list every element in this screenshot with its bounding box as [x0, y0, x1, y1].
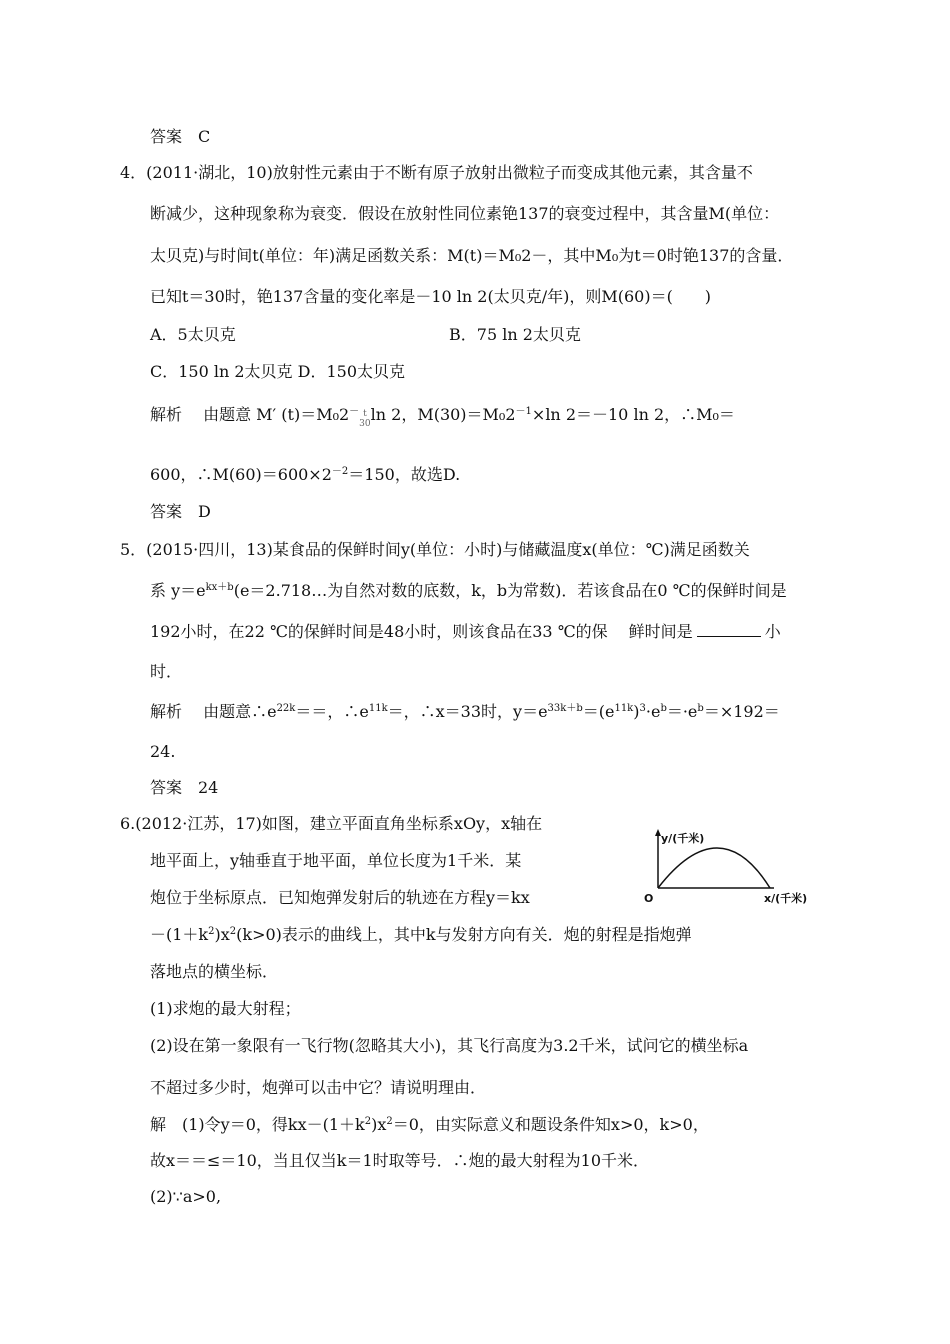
q6-part-2-line-2: 不超过多少时，炮弹可以击中它？请说明理由． [150, 1078, 487, 1097]
q4-option-b: B．75 ln 2太贝克 [449, 325, 581, 344]
q4-line-4: 已知t＝30时，铯137含量的变化率是－10 ln 2(太贝克/年)，则M(60)＝( ) [150, 287, 712, 306]
q6-solution-line-3: (2)∵a>0, [150, 1187, 222, 1206]
q4-line-3: 太贝克)与时间t(单位：年)满足函数关系：M(t)＝M₀2－，其中M₀为t＝0时铯137的含量． [150, 246, 794, 265]
fraction-t-over-30: t 30 [359, 409, 371, 429]
q4-option-cd: C．150 ln 2太贝克 D．150太贝克 [150, 362, 406, 381]
q6-part-2-line-1: (2)设在第一象限有一飞行物(忽略其大小)，其飞行高度为3.2千米，试问它的横坐标a [150, 1036, 749, 1055]
q6-solution-line-2: 故x＝＝≤＝10，当且仅当k＝1时取等号．∴炮的最大射程为10千米． [150, 1151, 650, 1170]
q5-solution-line-1: 解析 由题意$\therefore e^{22k}==$，$\therefore e^{11k}=$，∴x＝33时，$y=e^{33k+b}=(e^{11k})^3\cdot e^b=\cdot e^b=\times 192=$ [150, 702, 780, 721]
q4-solution-line-2: 600，$\therefore M(60)=600\times 2^{-2}=150$，故选D. [150, 465, 461, 484]
q6-part-1: (1)求炮的最大射程； [150, 999, 301, 1018]
q6-line-1: 6.(2012·江苏，17)如图，建立平面直角坐标系xOy，x轴在 [120, 814, 543, 833]
x-axis-label: x/(千米) [764, 892, 808, 905]
q5-line-2: 系 $y=e^{kx+b}(e=2.718\dots$为自然对数的底数，k，b为常数)．若该食品在0 ℃的保鲜时间是 [150, 581, 787, 600]
origin-label: O [644, 892, 654, 905]
q5-solution-line-2: 24. [150, 742, 176, 761]
y-axis-label: y/(千米) [661, 832, 705, 845]
q6-line-4: $-(1+k^2)x^2(k>0)$表示的曲线上，其中k与发射方向有关．炮的射程是指炮弹 [150, 925, 692, 944]
trajectory-curve [658, 848, 770, 888]
q5-answer: 答案 24 [150, 778, 219, 797]
q6-line-3: 炮位于坐标原点．已知炮弹发射后的轨迹在方程y＝kx [150, 888, 530, 907]
q6-line-2: 地平面上，y轴垂直于地平面，单位长度为1千米．某 [150, 851, 522, 870]
answer-blank [697, 622, 761, 637]
q4-solution-line-1: 解析 由题意 M′ (t)＝M₀2－ t 30ln 2，$M(30)=M_02^{-1}\times\ln$ 2＝－10 ln 2，∴M₀＝ [150, 405, 735, 429]
q5-line-3: 192小时，在22 ℃的保鲜时间是48小时，则该食品在33 ℃的保 鲜时间是 小 [150, 622, 781, 641]
q6-solution-line-1: 解 (1)令y＝0，得$kx-(1+k^2)x^2=0$，由实际意义和题设条件知x>0，k>0， [150, 1115, 709, 1134]
q4-option-a: A．5太贝克 [150, 325, 236, 344]
q5-line-1: 5．(2015·四川，13)某食品的保鲜时间y(单位：小时)与储藏温度x(单位：℃)满足函数关 [120, 540, 750, 559]
q3-answer: 答案 C [150, 127, 211, 146]
q4-line-2: 断减少，这种现象称为衰变．假设在放射性同位素铯137的衰变过程中，其含量M(单位： [150, 204, 780, 223]
q5-line-4: 时． [150, 662, 183, 681]
trajectory-figure [636, 826, 826, 916]
q4-answer: 答案 D [150, 502, 211, 521]
q4-line-1: 4．(2011·湖北，10)放射性元素由于不断有原子放射出微粒子而变成其他元素，其含量不 [120, 163, 753, 182]
q6-line-5: 落地点的横坐标． [150, 962, 279, 981]
